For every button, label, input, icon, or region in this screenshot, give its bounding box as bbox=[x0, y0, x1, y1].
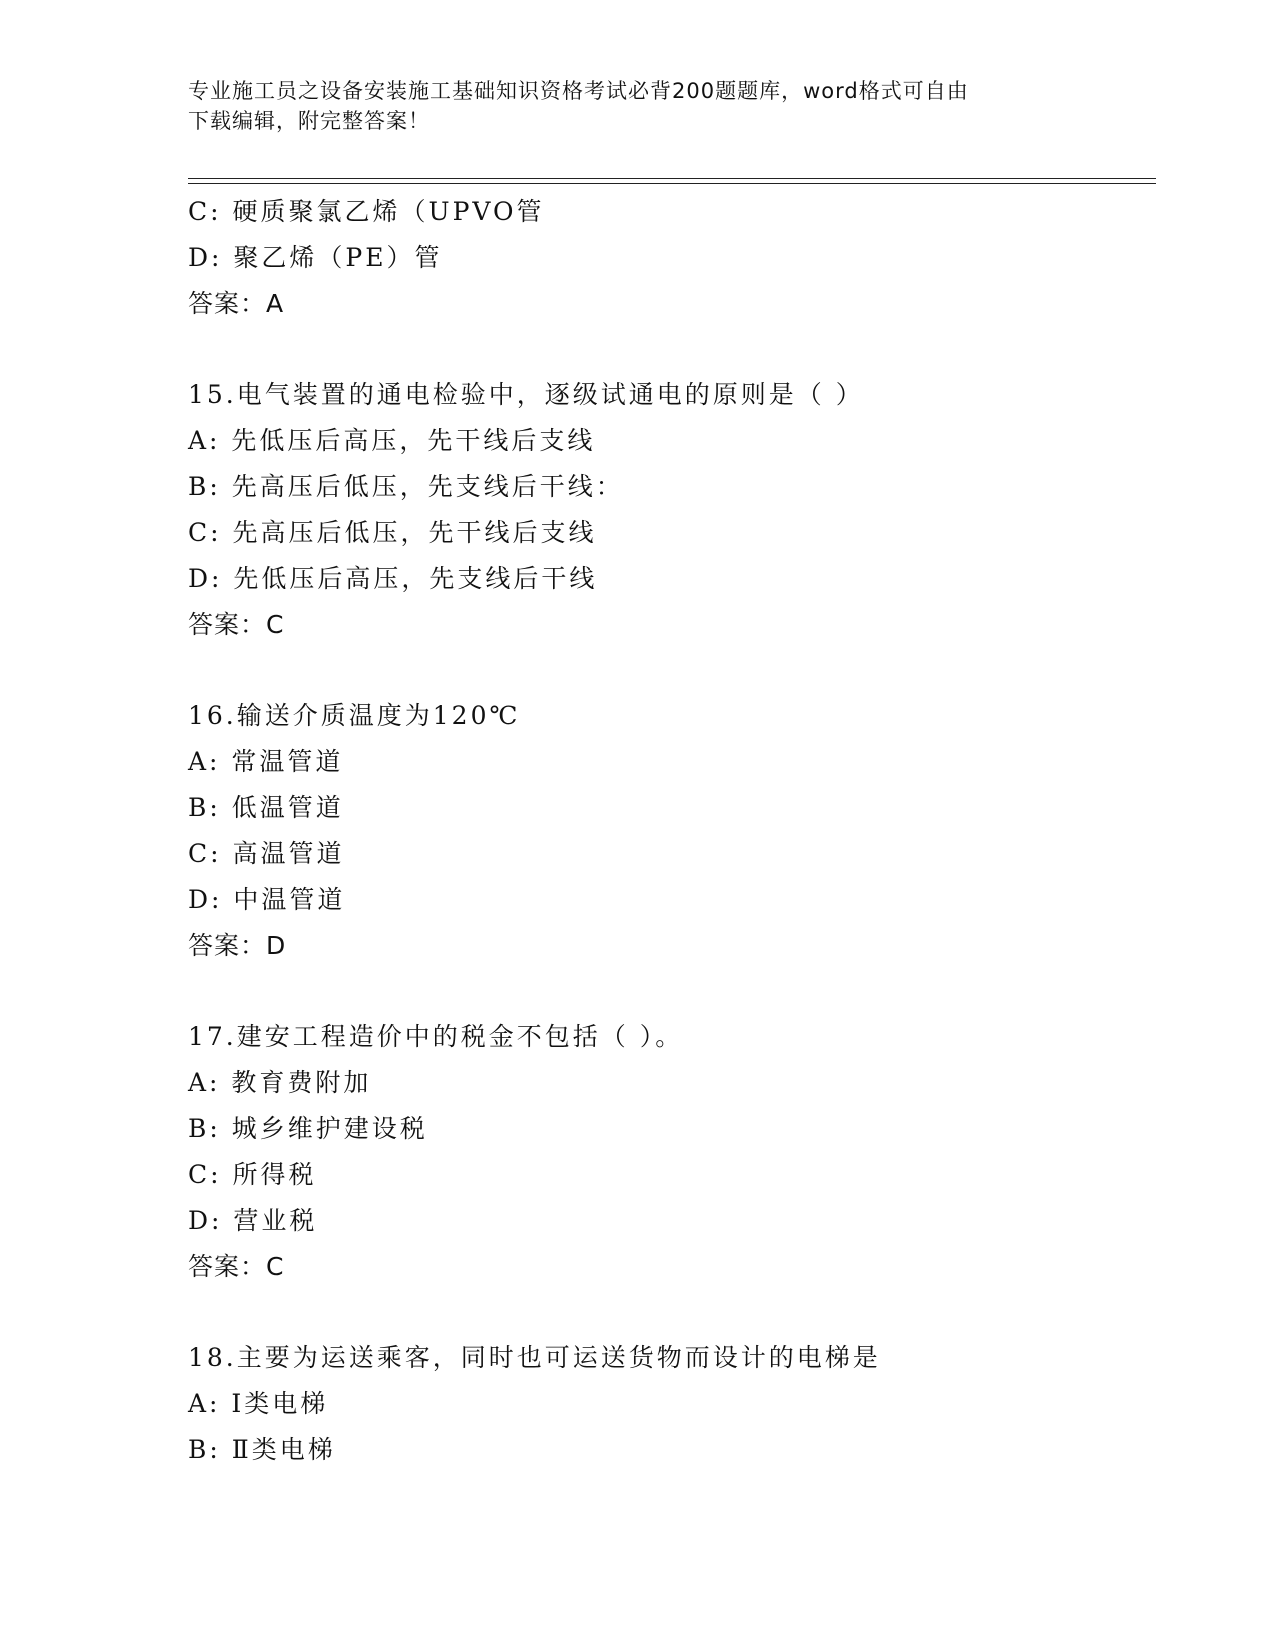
option-a: A: Ⅰ类电梯 bbox=[188, 1389, 329, 1418]
question-stem: 18.主要为运送乘客，同时也可运送货物而设计的电梯是 bbox=[188, 1343, 881, 1372]
option-b: B: 先高压后低压，先支线后干线： bbox=[188, 472, 624, 501]
header-divider-top bbox=[188, 178, 1156, 179]
spacer bbox=[188, 327, 1148, 372]
option-c: C: 所得税 bbox=[188, 1160, 317, 1189]
answer: 答案：A bbox=[188, 289, 285, 318]
answer: 答案：C bbox=[188, 1252, 285, 1281]
option-b: B: 城乡维护建设税 bbox=[188, 1114, 428, 1143]
answer: 答案：C bbox=[188, 610, 285, 639]
question-list bbox=[188, 189, 1148, 1473]
option-b: B: Ⅱ类电梯 bbox=[188, 1435, 336, 1464]
option-c: C: 高温管道 bbox=[188, 839, 345, 868]
question-stem: 15.电气装置的通电检验中，逐级试通电的原则是（ ） bbox=[188, 380, 864, 409]
header-line-2: 下载编辑，附完整答案！ bbox=[188, 109, 430, 133]
spacer bbox=[188, 1290, 1148, 1335]
option-d: D: 先低压后高压，先支线后干线 bbox=[188, 564, 598, 593]
answer: 答案：D bbox=[188, 931, 287, 960]
option-b: B: 低温管道 bbox=[188, 793, 344, 822]
header-divider-bottom bbox=[188, 183, 1156, 184]
option-a: A: 先低压后高压，先干线后支线 bbox=[188, 426, 596, 455]
option-a: A: 教育费附加 bbox=[188, 1068, 372, 1097]
spacer bbox=[188, 648, 1148, 693]
spacer bbox=[188, 969, 1148, 1014]
option-c: C: 先高压后低压，先干线后支线 bbox=[188, 518, 597, 547]
option-d: D: 营业税 bbox=[188, 1206, 318, 1235]
option-d: D: 中温管道 bbox=[188, 885, 346, 914]
option-a: A: 常温管道 bbox=[188, 747, 344, 776]
header-line-1: 专业施工员之设备安装施工基础知识资格考试必背200题题库，word格式可自由 bbox=[188, 79, 969, 103]
option-c: C: 硬质聚氯乙烯（UPVO管 bbox=[188, 197, 545, 226]
question-stem: 16.输送介质温度为120℃ bbox=[188, 701, 521, 730]
document-header bbox=[188, 76, 1088, 136]
question-stem: 17.建安工程造价中的税金不包括（ ）。 bbox=[188, 1022, 684, 1051]
option-d: D: 聚乙烯（PE）管 bbox=[188, 243, 443, 272]
